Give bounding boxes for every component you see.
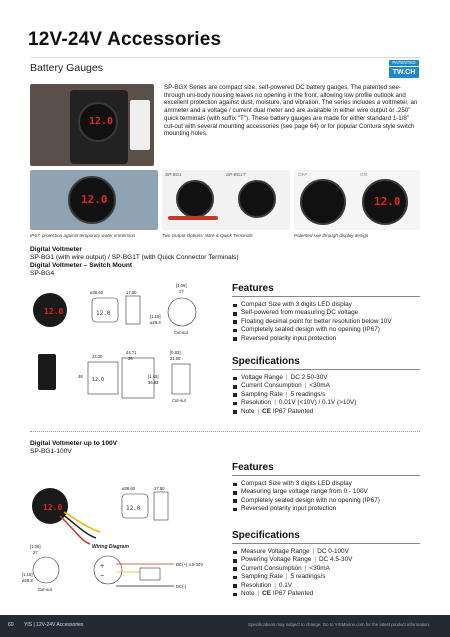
page-footer bbox=[0, 615, 450, 637]
feature-item: Completely sealed design with no opening (IP67) bbox=[232, 326, 422, 334]
bg1t-meter bbox=[238, 180, 276, 218]
feature-item: Reversed polarity input protection bbox=[232, 505, 422, 513]
feature-item: Floating decimal point for better resolution below 10V bbox=[232, 318, 422, 326]
wiring-minus: − bbox=[100, 573, 105, 580]
dim-width-total: 44.71 bbox=[126, 350, 137, 355]
wiring-meter-circle bbox=[94, 556, 122, 584]
cutout-circle-2 bbox=[33, 557, 59, 583]
badge-bottom-text: TW.CH bbox=[392, 69, 416, 76]
features-list-2 bbox=[232, 480, 422, 514]
page-title: 12V-24V Accessories bbox=[28, 29, 222, 50]
spec-value: IP67 Patented bbox=[272, 407, 314, 415]
wiring-battery bbox=[140, 568, 160, 580]
hero-meter-reading: 12.0 bbox=[89, 116, 114, 127]
spec-label: Resolution bbox=[241, 581, 272, 589]
spec-label: Measure Voltage Range bbox=[241, 548, 310, 555]
page-number: 60 bbox=[8, 622, 14, 628]
cutout-label-3: Cut-out bbox=[38, 587, 52, 592]
features-rule-2 bbox=[232, 475, 420, 476]
specs-heading-1: Specifications bbox=[232, 356, 300, 367]
off-meter bbox=[300, 179, 346, 225]
dim2-cutout-diameter: ø29.3 bbox=[22, 578, 33, 583]
dim-depth: 17.50 bbox=[126, 290, 137, 295]
product1-title2: Digital Voltmeter – Switch Mount bbox=[30, 262, 133, 269]
on-meter-reading: 12.0 bbox=[374, 195, 401, 208]
cutout-circle-1 bbox=[168, 298, 196, 326]
spec-item: Resolution | 0.1V bbox=[232, 582, 422, 590]
spec-value: 0.01V (<10V) / 0.1V (>10V) bbox=[278, 399, 357, 407]
dim2-diameter: ø36.60 bbox=[122, 486, 136, 491]
dim-diameter: ø36.60 bbox=[90, 290, 104, 295]
feature-item: Completely sealed design with no opening (IP67) bbox=[232, 497, 422, 505]
feature-item: Reversed polarity input protection bbox=[232, 335, 422, 343]
caption-options: Two Output Options: Wire & Quick Terminals bbox=[162, 233, 253, 238]
wiring-plus: + bbox=[100, 563, 105, 570]
spec-label: Voltage Range bbox=[241, 374, 283, 381]
product1-model2: SP-BG4 bbox=[30, 270, 55, 277]
product1-heading bbox=[30, 246, 330, 278]
spec-item: Note | CE IP67 Patented bbox=[232, 590, 422, 598]
ce-mark: CE bbox=[262, 590, 272, 598]
spec-label: Powering Voltage Range bbox=[241, 556, 312, 564]
spec-item: Sampling Rate | 5 readings/s bbox=[232, 391, 422, 399]
dim-inch-1: [1.06] bbox=[176, 283, 187, 288]
product2-title: Digital Voltmeter up to 100V bbox=[30, 440, 118, 447]
features-heading-2: Features bbox=[232, 462, 274, 473]
specs-rule-2 bbox=[232, 543, 420, 544]
product1-title: Digital Voltmeter bbox=[30, 246, 82, 253]
feature-item: Self-powered from measuring DC voltage bbox=[232, 309, 422, 317]
dimension-drawing-1 bbox=[30, 282, 225, 412]
spec-value: <30mA bbox=[309, 382, 330, 390]
spec-value: DC 4.5-30V bbox=[319, 556, 353, 564]
meter-100v-depth bbox=[154, 492, 168, 520]
dim-cutout-diameter: ø29.3 bbox=[150, 320, 161, 325]
on-meter bbox=[362, 179, 408, 225]
feature-item: Compact Size with 3 digits LED display bbox=[232, 480, 422, 488]
specs-list-1 bbox=[232, 374, 422, 416]
bg1t-label: SP-BG1T bbox=[226, 172, 246, 177]
dim2-depth: 17.50 bbox=[154, 486, 165, 491]
spec-value: DC 2.50-30V bbox=[290, 374, 328, 381]
spec-value: DC 0-100V bbox=[317, 548, 349, 555]
display-photo bbox=[294, 170, 420, 230]
title-divider bbox=[30, 57, 420, 58]
spec-label: Sampling Rate bbox=[241, 390, 283, 398]
section-subtitle: Battery Gauges bbox=[30, 62, 103, 74]
dim-height: 48 bbox=[78, 374, 83, 379]
spec-item: Measure Voltage Range | DC 0-100V bbox=[232, 548, 422, 556]
cutout-label-1: Cut-out bbox=[174, 330, 188, 335]
spec-value: IP67 Patented bbox=[272, 590, 314, 598]
features-heading-1: Features bbox=[232, 283, 274, 294]
ip67-meter-reading: 12.0 bbox=[81, 193, 108, 206]
footer-disclaimer: Specifications may subject to change. Go to YISMarine.com for the latest product information. bbox=[248, 622, 430, 627]
dim-inch-2: [1.15] bbox=[150, 314, 161, 319]
spec-item: Current Consumption | <30mA bbox=[232, 382, 422, 390]
product2-model: SP-BG1-100V bbox=[30, 448, 72, 455]
feature-item: Compact Size with 3 digits LED display bbox=[232, 301, 422, 309]
specs-rule-1 bbox=[232, 369, 420, 370]
specs-list-2 bbox=[232, 548, 422, 598]
spec-label: Note bbox=[241, 590, 255, 598]
wiring-dc-minus: DC(-) bbox=[176, 584, 187, 589]
bg1-label: SP-BG1 bbox=[165, 172, 182, 177]
on-label: ON bbox=[360, 172, 367, 177]
spec-item: Note | CE IP67 Patented bbox=[232, 408, 422, 416]
dim-mm-1: 27 bbox=[179, 289, 184, 294]
drawing1-outline-reading: 12.0 bbox=[96, 310, 111, 317]
spec-item: Current Consumption | <30mA bbox=[232, 565, 422, 573]
product1-models: SP-BG1 (with wire output) / SP-BG1T (with Quick Connector Terminals) bbox=[30, 254, 239, 261]
caption-ip67: IP67: protection against temporary water immersion bbox=[30, 233, 136, 238]
spec-item: Powering Voltage Range | DC 4.5-30V bbox=[232, 556, 422, 564]
spec-value: 5 readings/s bbox=[290, 573, 326, 581]
spec-item: Voltage Range | DC 2.50-30V bbox=[232, 374, 422, 382]
spec-label: Sampling Rate bbox=[241, 573, 283, 581]
side-switch bbox=[130, 100, 150, 150]
footer-section: YIS | 12V-24V Accessories bbox=[24, 622, 84, 628]
features-list-1 bbox=[232, 301, 422, 343]
dimension-drawing-2 bbox=[22, 470, 225, 600]
drawing1-switch-reading: 12.0 bbox=[92, 377, 105, 383]
switch-mount-front bbox=[38, 354, 56, 390]
meter-depth-view bbox=[126, 296, 140, 324]
dim2-inch-2: [1.15] bbox=[22, 572, 33, 577]
spec-value: 0.1V bbox=[278, 581, 293, 589]
off-label: OFF bbox=[298, 172, 308, 177]
drawing2-meter-reading: 12.0 bbox=[43, 503, 63, 512]
bg1-meter bbox=[176, 180, 214, 218]
cutout-label-2: Cut-out bbox=[172, 398, 186, 403]
dim2-mm-1: 27 bbox=[33, 550, 38, 555]
dim2-inch-1: [1.06] bbox=[30, 544, 41, 549]
spec-item: Sampling Rate | 5 readings/s bbox=[232, 573, 422, 581]
wiring-dc-plus: DC(+) 4.5-30V bbox=[176, 562, 204, 567]
hero-photo bbox=[30, 84, 154, 166]
features-rule-1 bbox=[232, 296, 420, 297]
options-photo bbox=[162, 170, 290, 230]
spec-label: Current Consumption bbox=[241, 382, 302, 390]
wire-output bbox=[168, 216, 218, 220]
wiring-diagram-title: Wiring Diagram bbox=[92, 544, 129, 550]
dim-switch-width: 24.20 bbox=[92, 354, 103, 359]
intro-paragraph: SP-BGX Series are compact size, self-powered DC battery gauges. The patented see-through uni-body housing leaves no opening in the front, allowing low profile outlook and excellent protection against dust, moisture, and vibration. The series includes a voltmeter, an ammeter and a voltage / current dual meter and are available in either wire output or .250" quick terminals (with suffix "T"). These battery gauges are made for either standard 1-1/8" cut-out with several mounting accessories (see page 64) or for popular Contura style switch mounting holes. bbox=[164, 84, 418, 138]
black-wire bbox=[62, 514, 96, 538]
spec-item: Resolution | 0.01V (<10V) / 0.1V (>10V) bbox=[232, 399, 422, 407]
ip67-photo bbox=[30, 170, 158, 230]
drawing2-outline-reading: 12.0 bbox=[126, 505, 141, 512]
product2-heading bbox=[30, 440, 230, 456]
specs-heading-2: Specifications bbox=[232, 530, 300, 541]
section-divider bbox=[30, 431, 420, 432]
patent-badge bbox=[389, 60, 419, 78]
hero-meter bbox=[78, 102, 118, 142]
spec-label: Resolution bbox=[241, 399, 272, 407]
feature-item: Measuring large voltage range from 0 - 100V bbox=[232, 488, 422, 496]
dim-width-body: 36 bbox=[128, 356, 133, 361]
spec-label: Current Consumption bbox=[241, 564, 302, 572]
spec-value: <30mA bbox=[309, 564, 330, 572]
spec-label: Note bbox=[241, 407, 255, 415]
spec-value: 5 readings/s bbox=[290, 390, 326, 398]
caption-display: Patented see through display design bbox=[294, 233, 369, 238]
dim-mm-4: 36.83 bbox=[148, 380, 159, 385]
ip67-meter bbox=[68, 176, 116, 224]
dim-inch-4: [1.45] bbox=[148, 374, 159, 379]
drawing1-meter-reading: 12.0 bbox=[44, 307, 64, 316]
cutout-rect bbox=[172, 364, 190, 394]
dim-inch-3: [0.83] bbox=[170, 350, 181, 355]
dim-mm-3: 21.08 bbox=[170, 356, 181, 361]
badge-top-text: PATENTED bbox=[389, 60, 419, 67]
red-wire bbox=[60, 516, 90, 544]
ce-mark: CE bbox=[262, 407, 272, 415]
